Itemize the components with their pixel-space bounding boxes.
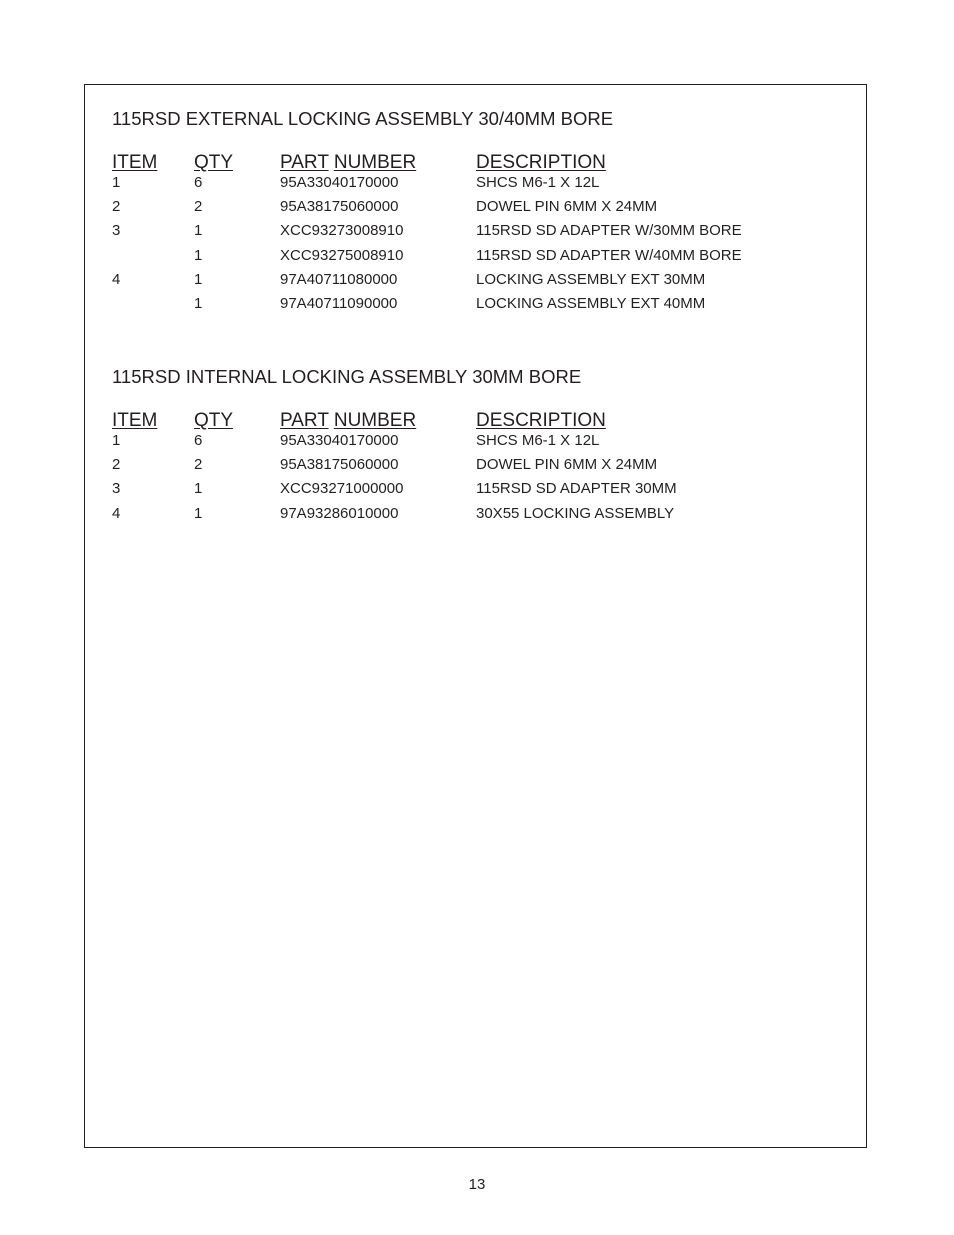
cell-description: 115RSD SD ADAPTER 30MM: [476, 480, 677, 498]
cell-description: DOWEL PIN 6MM X 24MM: [476, 456, 658, 474]
cell-part-number: 97A40711080000: [280, 270, 398, 288]
cell-description: LOCKING ASSEMBLY EXT 30MM: [476, 270, 706, 288]
cell-qty: 6: [194, 432, 203, 449]
header-part: PART: [280, 410, 329, 431]
section-title: 115RSD INTERNAL LOCKING ASSEMBLY 30MM BORE: [112, 366, 582, 387]
cell-item: 1: [112, 432, 121, 449]
header-part-number: [280, 152, 416, 174]
header-description: DESCRIPTION: [476, 152, 606, 173]
cell-part-number: 95A38175060000: [280, 456, 399, 474]
header-number: NUMBER: [333, 152, 417, 173]
header-qty: QTY: [194, 152, 234, 173]
cell-description: 30X55 LOCKING ASSEMBLY: [476, 504, 675, 522]
cell-qty: 6: [194, 174, 203, 191]
cell-part-number: XCC93273008910: [280, 222, 404, 240]
table-row: [112, 432, 832, 456]
cell-qty: 2: [194, 456, 203, 474]
parts-list-internal: [112, 366, 832, 529]
cell-qty: 1: [194, 222, 203, 240]
header-part: PART: [280, 152, 329, 173]
column-headers: [112, 410, 832, 432]
cell-qty: 1: [194, 246, 203, 264]
parts-list-external: [112, 108, 832, 319]
cell-qty: 1: [194, 480, 203, 498]
cell-description: DOWEL PIN 6MM X 24MM: [476, 198, 658, 216]
column-headers: [112, 152, 832, 174]
cell-description: 115RSD SD ADAPTER W/40MM BORE: [476, 246, 742, 264]
cell-qty: 1: [194, 504, 203, 522]
table-row: [112, 456, 832, 480]
cell-part-number: 95A38175060000: [280, 198, 399, 216]
cell-item: 2: [112, 456, 121, 474]
page-number: 13: [468, 1176, 486, 1193]
cell-qty: 1: [194, 270, 203, 288]
table-row: [112, 271, 832, 295]
cell-item: 1: [112, 174, 121, 191]
table-row: [112, 222, 832, 246]
cell-part-number: XCC93271000000: [280, 480, 404, 498]
table-row: [112, 174, 832, 198]
header-item: ITEM: [112, 152, 158, 173]
cell-item: 4: [112, 504, 121, 522]
header-qty: QTY: [194, 410, 234, 431]
cell-item: 3: [112, 480, 121, 498]
table-row: [112, 247, 832, 271]
table-row: [112, 295, 832, 319]
cell-qty: 2: [194, 198, 203, 216]
header-part-number: [280, 410, 416, 432]
cell-item: 3: [112, 222, 121, 240]
cell-part-number: 97A93286010000: [280, 504, 399, 522]
cell-description: SHCS M6-1 X 12L: [476, 432, 600, 449]
table-row: [112, 198, 832, 222]
cell-part-number: 97A40711090000: [280, 294, 398, 312]
table-row: [112, 505, 832, 529]
cell-description: SHCS M6-1 X 12L: [476, 174, 600, 191]
header-number: NUMBER: [333, 410, 417, 431]
table-row: [112, 480, 832, 504]
header-item: ITEM: [112, 410, 158, 431]
cell-description: LOCKING ASSEMBLY EXT 40MM: [476, 294, 706, 312]
cell-part-number: XCC93275008910: [280, 246, 404, 264]
cell-description: 115RSD SD ADAPTER W/30MM BORE: [476, 222, 742, 240]
cell-part-number: 95A33040170000: [280, 174, 399, 191]
header-description: DESCRIPTION: [476, 410, 606, 431]
cell-item: 4: [112, 270, 121, 288]
cell-qty: 1: [194, 294, 203, 312]
cell-item: 2: [112, 198, 121, 216]
cell-part-number: 95A33040170000: [280, 432, 399, 449]
section-title: 115RSD EXTERNAL LOCKING ASSEMBLY 30/40MM BORE: [112, 108, 614, 129]
